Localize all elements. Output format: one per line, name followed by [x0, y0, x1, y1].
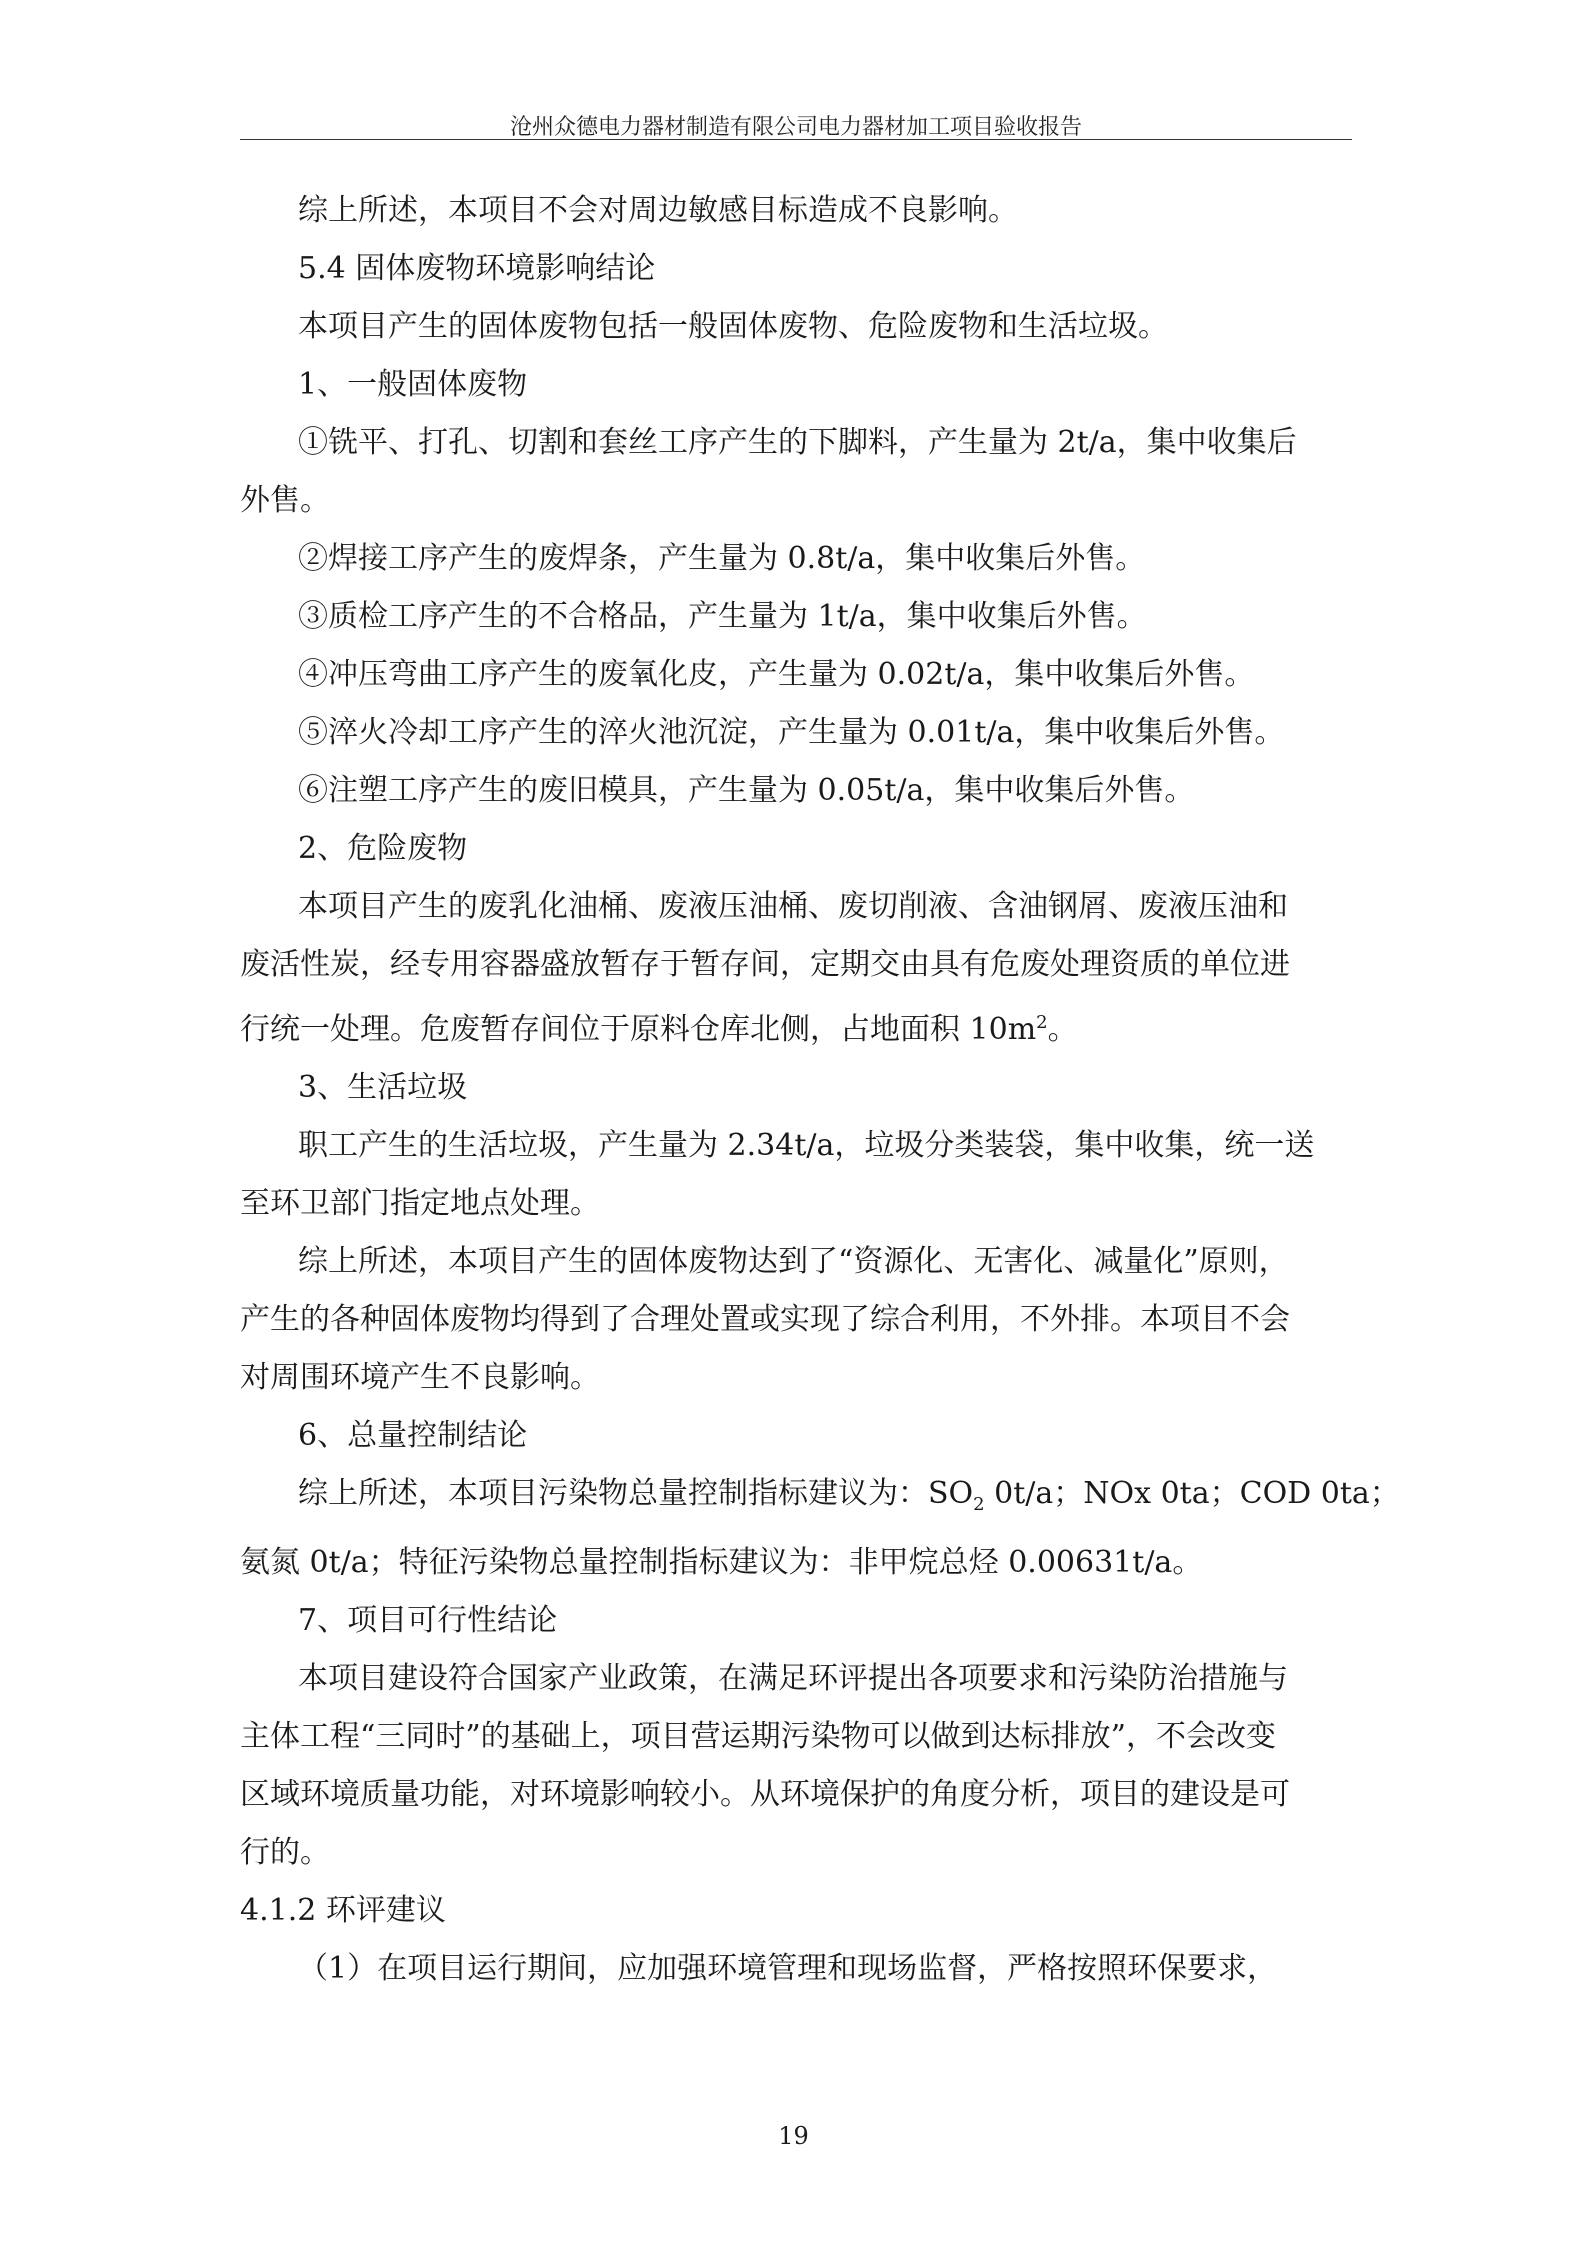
paragraph-solid-waste-intro: 本项目产生的固体废物包括一般固体废物、危险废物和生活垃圾。	[298, 309, 1168, 344]
paragraph-feasibility-line-1: 本项目建设符合国家产业政策，在满足环评提出各项要求和污染防治措施与	[298, 1661, 1288, 1696]
total-control-line-1-text: 综上所述，本项目污染物总量控制指标建议为：SO	[298, 1476, 974, 1511]
paragraph-feasibility-line-4: 行的。	[240, 1835, 330, 1870]
subheading-domestic-waste: 3、生活垃圾	[298, 1070, 468, 1105]
page-header: 沧州众德电力器材制造有限公司电力器材加工项目验收报告	[509, 115, 1082, 140]
paragraph-hazardous-line-1: 本项目产生的废乳化油桶、废液压油桶、废切削液、含油钢屑、废液压油和	[298, 889, 1288, 924]
paragraph-summary-line-1: 综上所述，本项目产生的固体废物达到了“资源化、无害化、减量化”原则，	[298, 1244, 1289, 1279]
subscript-2: 2	[973, 1494, 985, 1515]
subheading-hazardous-waste: 2、危险废物	[298, 831, 468, 866]
paragraph-item-2: ②焊接工序产生的废焊条，产生量为 0.8t/a，集中收集后外售。	[298, 541, 1146, 576]
hazardous-line-3-end: 。	[1047, 1012, 1078, 1047]
superscript-2: 2	[1036, 1012, 1048, 1033]
paragraph-domestic-line-1: 职工产生的生活垃圾，产生量为 2.34t/a，垃圾分类装袋，集中收集，统一送	[298, 1128, 1315, 1163]
paragraph-hazardous-line-3	[240, 994, 1352, 1059]
subheading-total-control: 6、总量控制结论	[298, 1418, 528, 1453]
paragraph-total-control-line-2: 氨氮 0t/a；特征污染物总量控制指标建议为：非甲烷总烃 0.00631t/a。	[240, 1545, 1203, 1580]
header-divider	[240, 139, 1352, 140]
paragraph-feasibility-line-2: 主体工程“三同时”的基础上，项目营运期污染物可以做到达标排放”，不会改变	[240, 1719, 1277, 1754]
paragraph-item-3: ③质检工序产生的不合格品，产生量为 1t/a，集中收集后外售。	[298, 599, 1147, 634]
section-heading-solid-waste: 5.4 固体废物环境影响结论	[298, 251, 656, 286]
total-control-line-1-end: 0t/a；NOx 0ta；COD 0ta；	[984, 1476, 1400, 1511]
subheading-feasibility: 7、项目可行性结论	[298, 1603, 558, 1638]
paragraph-item-6: ⑥注塑工序产生的废旧模具，产生量为 0.05t/a，集中收集后外售。	[298, 773, 1195, 808]
subheading-general-solid-waste: 1、一般固体废物	[298, 367, 528, 402]
paragraph-total-control-line-1	[240, 1465, 1400, 1534]
paragraph-item-5: ⑤淬火冷却工序产生的淬火池沉淀，产生量为 0.01t/a，集中收集后外售。	[298, 715, 1285, 750]
paragraph-feasibility-line-3: 区域环境质量功能，对环境影响较小。从环境保护的角度分析，项目的建设是可	[240, 1777, 1290, 1812]
paragraph-hazardous-line-2: 废活性炭，经专用容器盛放暂存于暂存间，定期交由具有危废处理资质的单位进	[240, 947, 1290, 982]
paragraph-domestic-line-2: 至环卫部门指定地点处理。	[240, 1186, 600, 1221]
paragraph-summary-line-3: 对周围环境产生不良影响。	[240, 1360, 600, 1395]
paragraph-item-1-line-1: ①铣平、打孔、切割和套丝工序产生的下脚料，产生量为 2t/a，集中收集后	[298, 425, 1297, 460]
hazardous-line-3-text: 行统一处理。危废暂存间位于原料仓库北侧，占地面积 10m	[240, 1012, 1037, 1047]
page-number: 19	[778, 2122, 809, 2150]
paragraph-summary-sensitive-targets: 综上所述，本项目不会对周边敏感目标造成不良影响。	[298, 193, 1018, 228]
paragraph-suggestion-1: （1）在项目运行期间，应加强环境管理和现场监督，严格按照环保要求，	[298, 1951, 1278, 1986]
section-heading-eia-suggestions: 4.1.2 环评建议	[240, 1893, 446, 1928]
document-body	[240, 182, 1400, 1998]
paragraph-item-4: ④冲压弯曲工序产生的废氧化皮，产生量为 0.02t/a，集中收集后外售。	[298, 657, 1255, 692]
paragraph-summary-line-2: 产生的各种固体废物均得到了合理处置或实现了综合利用，不外排。本项目不会	[240, 1302, 1290, 1337]
paragraph-item-1-line-2: 外售。	[240, 483, 330, 518]
